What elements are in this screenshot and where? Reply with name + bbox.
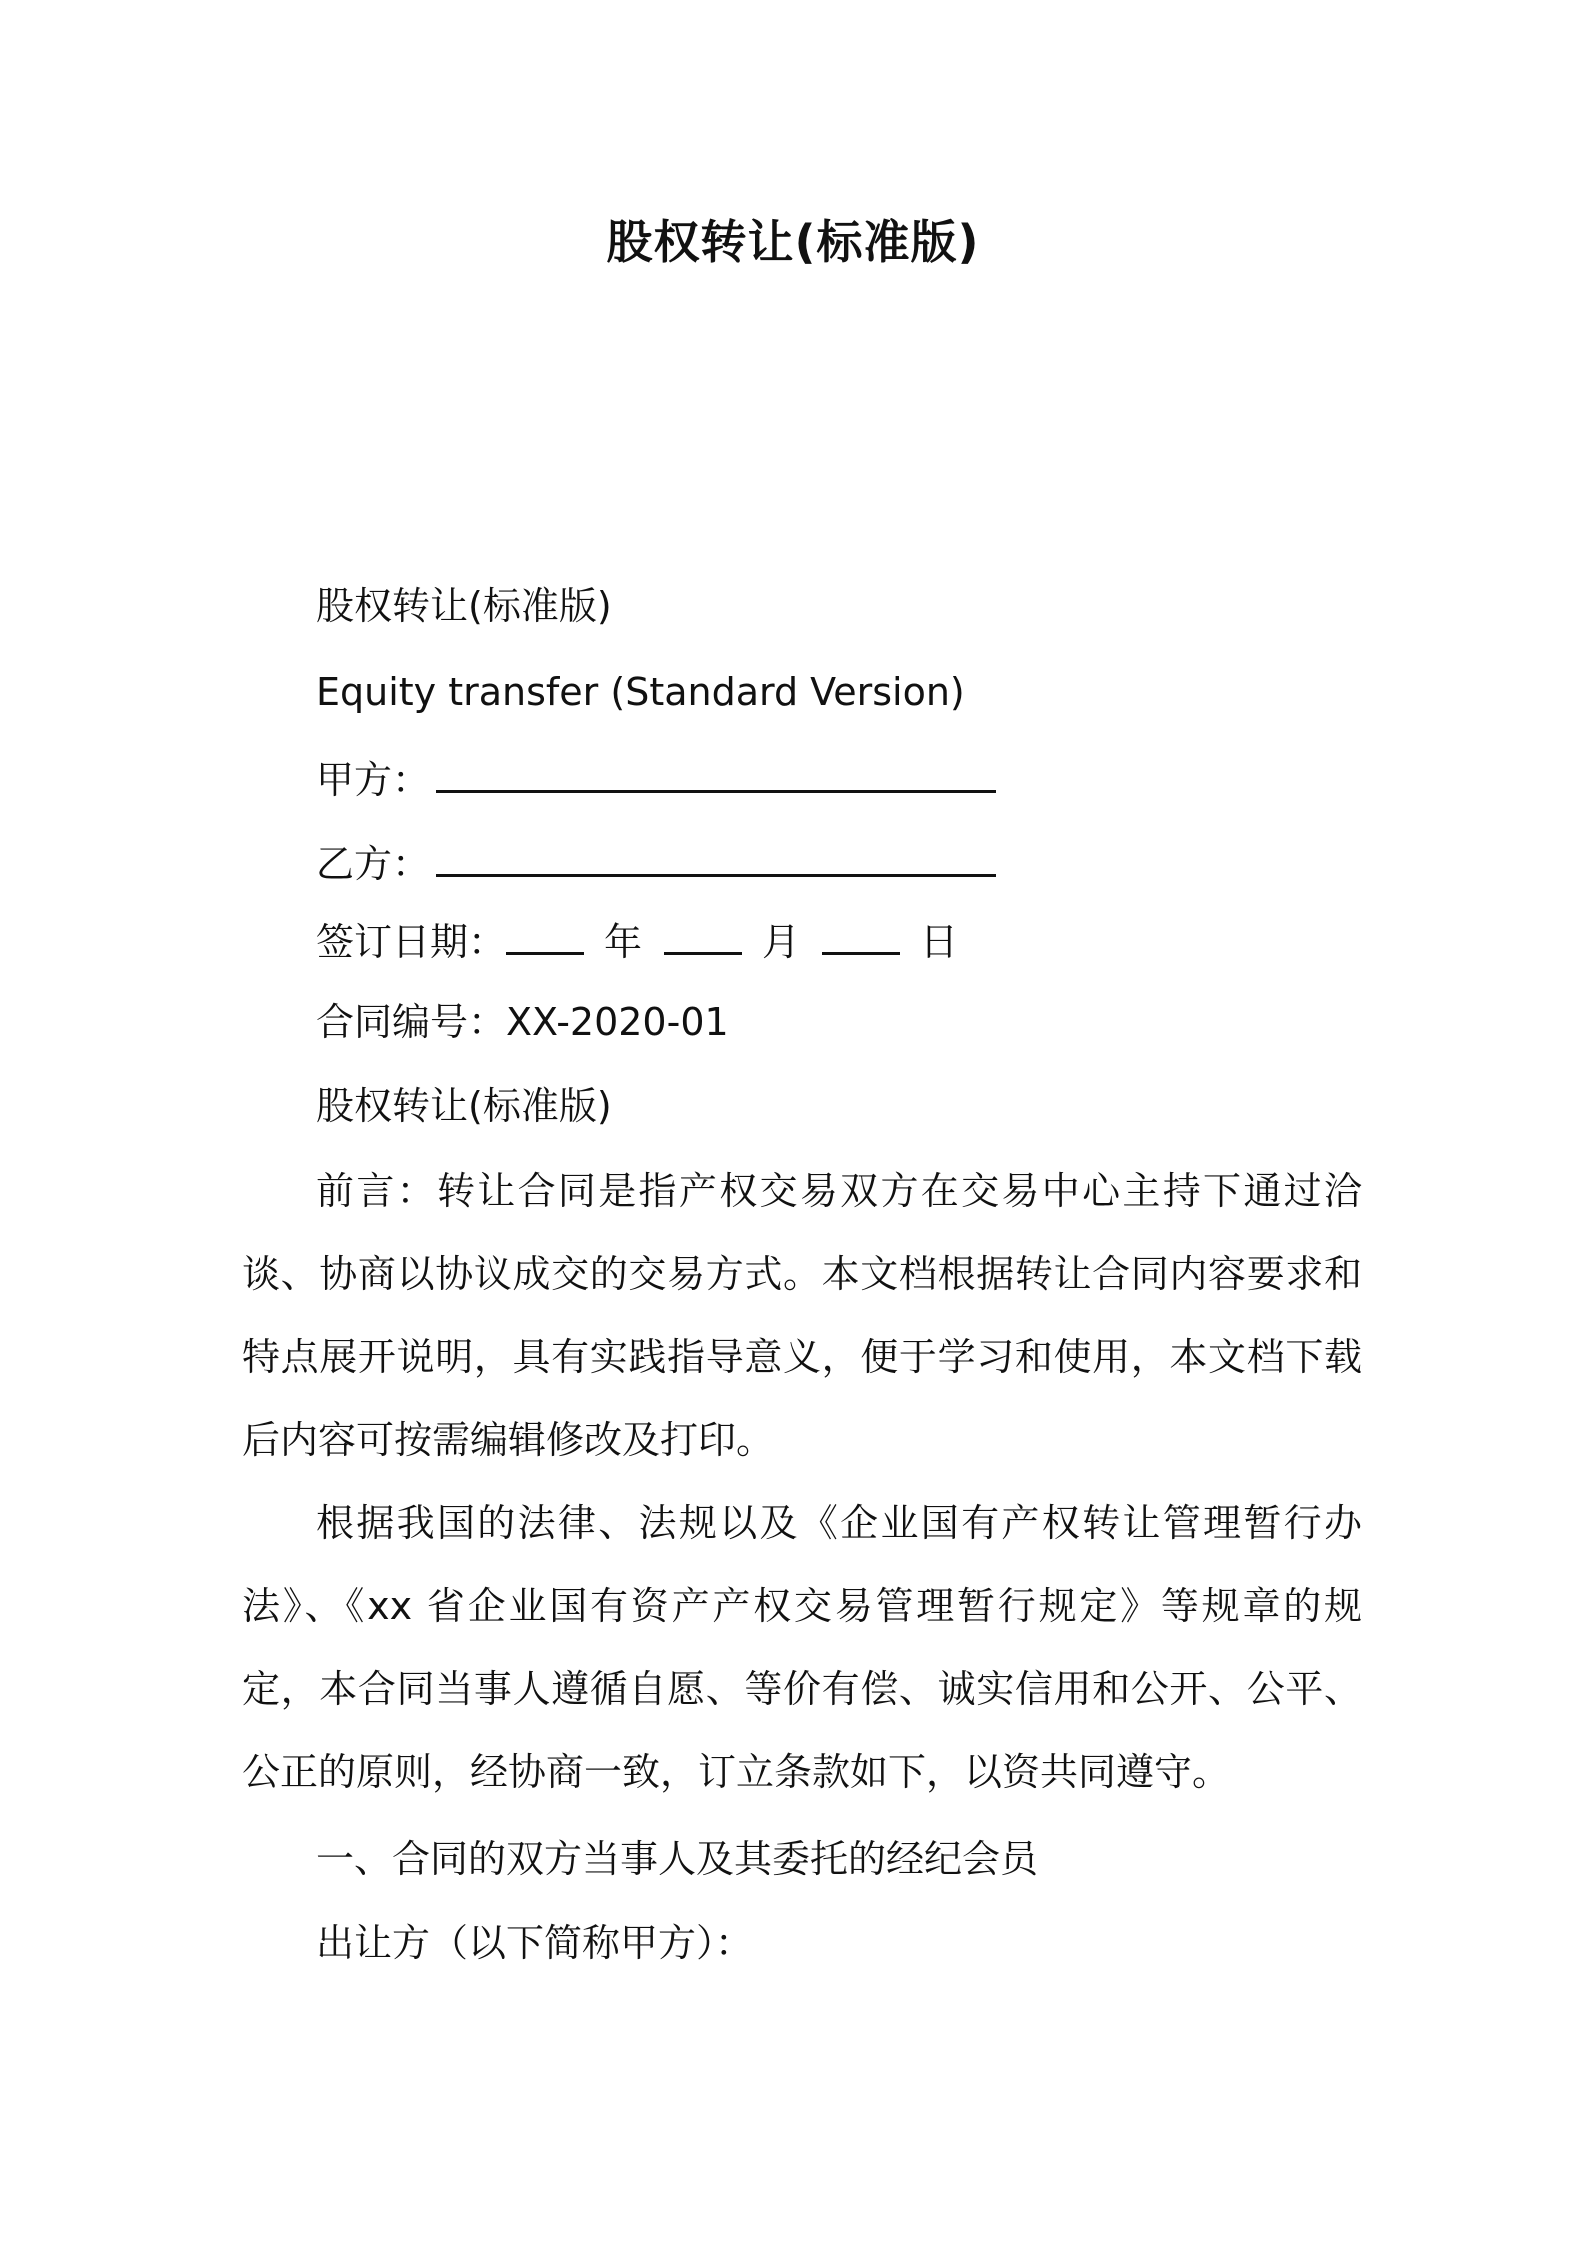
party-a-label: 甲方： <box>316 758 431 802</box>
party-a-row <box>316 750 1002 806</box>
day-blank <box>822 912 900 955</box>
contract-number-label: 合同编号： <box>316 1000 507 1044</box>
document-title: 股权转让(标准版) <box>606 215 980 269</box>
party-b-blank <box>436 834 996 877</box>
contract-number-row <box>316 996 729 1048</box>
repeat-title: 股权转让(标准版) <box>316 1084 612 1128</box>
preface-paragraph: 前言：转让合同是指产权交易双方在交易中心主持下通过洽谈、协商以协议成交的交易方式。本文档根据转让合同内容要求和特点展开说明，具有实践指导意义，便于学习和使用，本文档下载后内容可按需编辑修改及打印。 <box>242 1169 1362 1462</box>
party-b-label: 乙方： <box>316 842 431 886</box>
year-label: 年 <box>604 920 643 964</box>
year-blank <box>506 912 584 955</box>
subtitle-chinese: 股权转让(标准版) <box>316 584 612 628</box>
legal-basis-paragraph: 根据我国的法律、法规以及《企业国有产权转让管理暂行办法》、《xx 省企业国有资产产权交易管理暂行规定》等规章的规定，本合同当事人遵循自愿、等价有偿、诚实信用和公开、公平、公正的原则，经协商一致，订立条款如下，以资共同遵守。 <box>242 1501 1362 1794</box>
section-one-heading: 一、合同的双方当事人及其委托的经纪会员 <box>316 1837 1039 1881</box>
transferor-label: 出让方（以下简称甲方）： <box>316 1921 754 1965</box>
party-b-row <box>316 834 1002 890</box>
sign-date-label: 签订日期： <box>316 920 507 964</box>
party-a-blank <box>436 750 996 793</box>
contract-number-value: XX-2020-01 <box>506 1000 729 1044</box>
month-label: 月 <box>762 920 801 964</box>
month-blank <box>664 912 742 955</box>
day-label: 日 <box>920 920 959 964</box>
subtitle-english: Equity transfer (Standard Version) <box>316 670 965 714</box>
sign-date-row <box>316 912 958 968</box>
